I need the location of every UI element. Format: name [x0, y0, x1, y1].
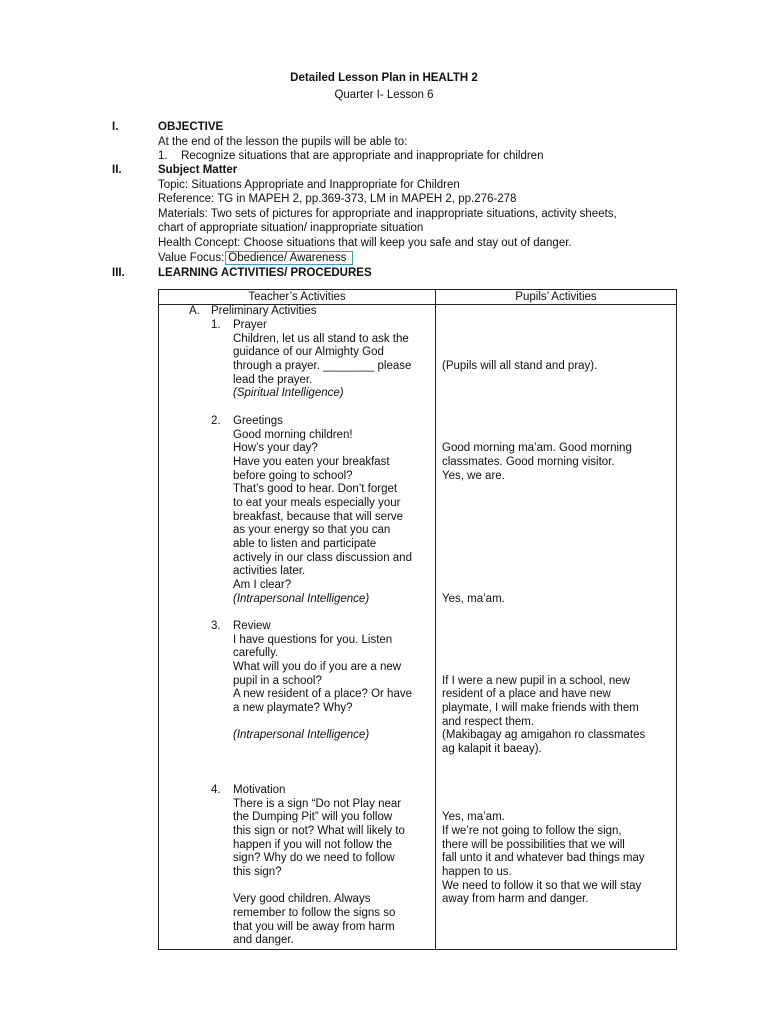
pupil-line: away from harm and danger.	[442, 893, 589, 905]
pupil-line: happen to us.	[442, 866, 512, 878]
pupil-line: playmate, I will make friends with them	[442, 702, 639, 714]
teacher-line: through a prayer. ________ please	[233, 360, 412, 372]
teacher-line: I have questions for you. Listen	[233, 634, 393, 646]
pupil-line: Yes, we are.	[442, 470, 505, 482]
step-label-prayer: Prayer	[233, 319, 267, 331]
pupil-line: If we’re not going to follow the sign,	[442, 825, 622, 837]
teacher-line: able to listen and participate	[233, 538, 377, 550]
table-row	[159, 305, 677, 950]
column-header-teacher: Teacher’s Activities	[159, 290, 436, 305]
intelligence-note: (Intrapersonal Intelligence)	[233, 729, 370, 741]
step-number: 2.	[211, 415, 221, 427]
teacher-line: happen if you will not follow the	[233, 839, 393, 851]
teacher-line: that you will be away from harm	[233, 921, 395, 933]
teacher-line: breakfast, because that will serve	[233, 511, 404, 523]
section-heading-learning-activities: LEARNING ACTIVITIES/ PROCEDURES	[158, 267, 372, 279]
teacher-line: A new resident of a place? Or have	[233, 688, 412, 700]
pupil-line: there will be possibilities that we will	[442, 839, 625, 851]
teacher-line: Children, let us all stand to ask the	[233, 333, 409, 345]
value-focus-label: Value Focus:	[158, 252, 225, 264]
section-number: I.	[112, 121, 119, 133]
teacher-line: activities later.	[233, 565, 306, 577]
intelligence-note: (Intrapersonal Intelligence)	[233, 593, 370, 605]
subject-reference: Reference: TG in MAPEH 2, pp.369-373, LM in MAPEH 2, pp.276-278	[158, 193, 517, 205]
pupil-line: and respect them.	[442, 716, 535, 728]
teacher-line: Very good children. Always	[233, 893, 371, 905]
intelligence-note: (Spiritual Intelligence)	[233, 387, 344, 399]
teacher-line: What will you do if you are a new	[233, 661, 402, 673]
step-number: 1.	[211, 319, 221, 331]
teacher-line: lead the prayer.	[233, 374, 313, 386]
objective-item: Recognize situations that are appropriate and inappropriate for children	[181, 150, 544, 162]
teacher-line: sign? Why do we need to follow	[233, 852, 395, 864]
subject-materials: Materials: Two sets of pictures for appropriate and inappropriate situations, activity sheets,	[158, 208, 617, 220]
step-label-review: Review	[233, 620, 271, 632]
teacher-line: actively in our class discussion and	[233, 552, 412, 564]
pupils-activities-cell	[436, 305, 677, 950]
teacher-line: How’s your day?	[233, 442, 318, 454]
teacher-line: pupil in a school?	[233, 675, 322, 687]
step-label-motivation: Motivation	[233, 784, 286, 796]
section-heading-objective: OBJECTIVE	[158, 121, 224, 133]
value-focus-value[interactable]: Obedience/ Awareness	[225, 251, 353, 265]
teacher-line: guidance of our Almighty God	[233, 346, 384, 358]
subject-topic: Topic: Situations Appropriate and Inappropriate for Children	[158, 179, 460, 191]
section-heading-subject-matter: Subject Matter	[158, 164, 238, 176]
section-number: III.	[112, 267, 125, 279]
teacher-line: Am I clear?	[233, 579, 292, 591]
teacher-activities-cell	[159, 305, 436, 950]
pupil-line: (Makibagay ag amigahon ro classmates	[442, 729, 646, 741]
step-number: 4.	[211, 784, 221, 796]
pupil-line: Yes, ma’am.	[442, 593, 505, 605]
pupil-line: If I were a new pupil in a school, new	[442, 675, 630, 687]
document-subtitle: Quarter I- Lesson 6	[334, 89, 434, 101]
step-number: 3.	[211, 620, 221, 632]
step-label-greetings: Greetings	[233, 415, 283, 427]
teacher-line: this sign or not? What will likely to	[233, 825, 405, 837]
pupil-line: classmates. Good morning visitor.	[442, 456, 615, 468]
pupil-line: resident of a place and have new	[442, 688, 611, 700]
teacher-line: as your energy so that you can	[233, 524, 391, 536]
teacher-line: That’s good to hear. Don’t forget	[233, 483, 398, 495]
section-number: II.	[112, 164, 122, 176]
teacher-line: the Dumping Pit” will you follow	[233, 811, 393, 823]
teacher-line: Have you eaten your breakfast	[233, 456, 390, 468]
objective-item-number: 1.	[158, 150, 168, 162]
pupil-line: ag kalapit it baeay).	[442, 743, 542, 755]
teacher-line: this sign?	[233, 866, 282, 878]
document-title: Detailed Lesson Plan in HEALTH 2	[290, 72, 478, 84]
subject-materials-cont: chart of appropriate situation/ inappropriate situation	[158, 222, 424, 234]
teacher-line: before going to school?	[233, 470, 353, 482]
pupil-line: We need to follow it so that we will stay	[442, 880, 642, 892]
subject-value-focus	[158, 252, 353, 266]
table-header-row	[159, 290, 677, 305]
subject-health-concept: Health Concept: Choose situations that will keep you safe and stay out of danger.	[158, 237, 572, 249]
column-header-pupils: Pupils’ Activities	[436, 290, 677, 305]
pupil-line: Yes, ma’am.	[442, 811, 505, 823]
teacher-line: There is a sign “Do not Play near	[233, 798, 402, 810]
activities-table	[158, 289, 677, 950]
teacher-line: to eat your meals especially your	[233, 497, 401, 509]
objective-intro: At the end of the lesson the pupils will be able to:	[158, 136, 408, 148]
part-letter: A.	[189, 305, 200, 317]
teacher-line: carefully.	[233, 647, 279, 659]
pupil-line: (Pupils will all stand and pray).	[442, 360, 598, 372]
teacher-line: and danger.	[233, 934, 294, 946]
teacher-line: Good morning children!	[233, 429, 353, 441]
teacher-line: a new playmate? Why?	[233, 702, 353, 714]
pupil-line: fall unto it and whatever bad things may	[442, 852, 645, 864]
part-label: Preliminary Activities	[211, 305, 317, 317]
teacher-line: remember to follow the signs so	[233, 907, 396, 919]
pupil-line: Good morning ma’am. Good morning	[442, 442, 632, 454]
